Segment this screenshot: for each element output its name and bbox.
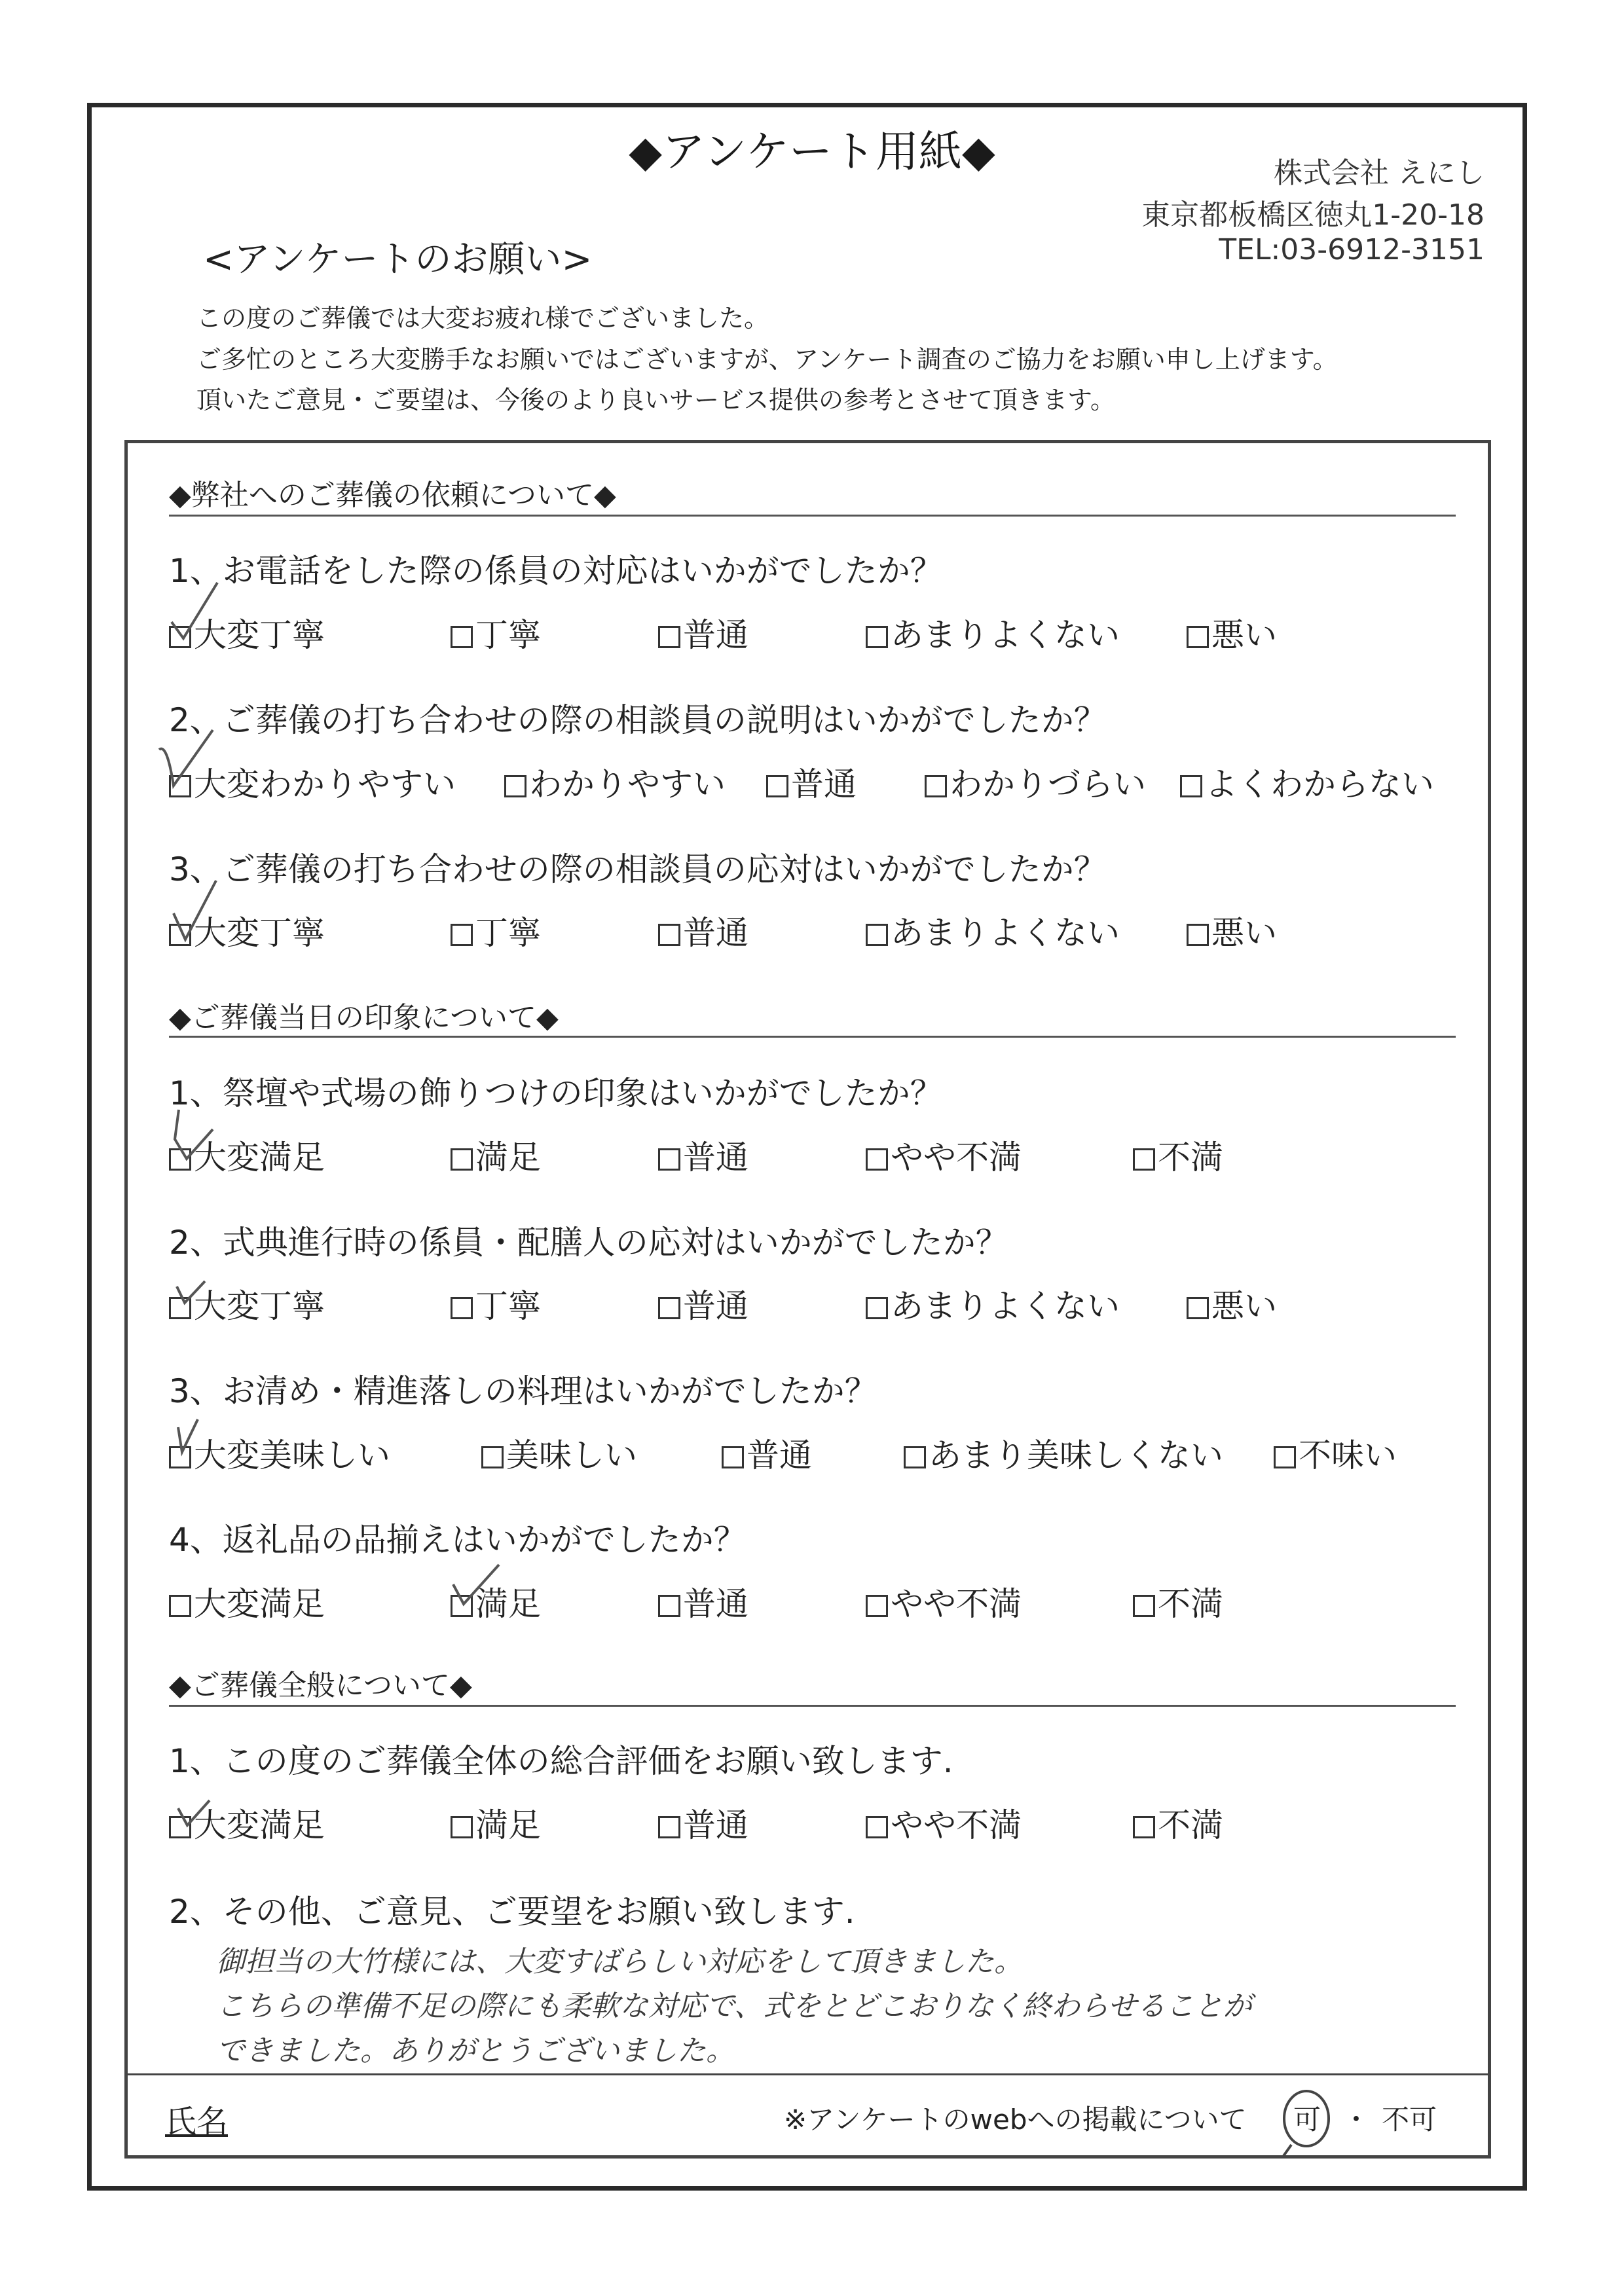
checkbox[interactable] <box>866 626 888 648</box>
intro-heading: <アンケートのお願い> <box>203 238 593 281</box>
question-text: 2、式典進行時の係員・配膳人の応対はいかがでしたか？ <box>169 1224 1008 1262</box>
checkbox[interactable] <box>169 1297 191 1319</box>
checkbox[interactable] <box>658 1297 680 1319</box>
option-s0q0-3[interactable]: あまりよくない <box>866 609 1120 656</box>
checkbox[interactable] <box>169 1446 191 1468</box>
web-deny-option[interactable]: 不可 <box>1382 2104 1437 2136</box>
checkbox[interactable] <box>866 1816 888 1838</box>
option-s1q3-2[interactable]: 普通 <box>658 1578 748 1625</box>
company-name: 株式会社 えにし <box>1274 156 1485 190</box>
checkbox[interactable] <box>169 1148 191 1171</box>
checkbox[interactable] <box>1133 1148 1155 1171</box>
option-s0q2-1[interactable]: 丁寧 <box>451 907 541 954</box>
form-title: ◆アンケート用紙◆ <box>629 126 995 177</box>
checkbox[interactable] <box>1274 1446 1296 1468</box>
section-heading: ◆弊社へのご葬儀の依頼について◆ <box>169 479 616 512</box>
option-s0q2-2[interactable]: 普通 <box>658 907 748 954</box>
footer-divider <box>128 2073 1490 2075</box>
option-s1q2-3[interactable]: あまり美味しくない <box>904 1429 1223 1476</box>
option-s1q2-1[interactable]: 美味しい <box>481 1429 637 1476</box>
checkbox[interactable] <box>866 1148 888 1171</box>
handwritten-comment: できました。ありがとうございました。 <box>216 2034 735 2068</box>
handwritten-comment: 御担当の大竹様には、大変すばらしい対応をして頂きました。 <box>216 1945 1023 1978</box>
option-s1q2-0[interactable]: 大変美味しい <box>169 1429 390 1476</box>
company-tel: TEL:03-6912-3151 <box>1219 233 1485 266</box>
option-s0q2-3[interactable]: あまりよくない <box>866 907 1120 954</box>
section-divider <box>169 515 1456 517</box>
option-s1q2-4[interactable]: 不味い <box>1274 1429 1397 1476</box>
option-s0q2-4[interactable]: 悪い <box>1187 907 1277 954</box>
option-s0q1-3[interactable]: わかりづらい <box>925 758 1146 805</box>
option-s1q0-1[interactable]: 満足 <box>451 1131 541 1178</box>
section-divider <box>169 1705 1456 1707</box>
option-s1q0-4[interactable]: 不満 <box>1133 1131 1223 1178</box>
checkbox[interactable] <box>1180 775 1202 797</box>
checkbox[interactable] <box>169 924 191 946</box>
handwritten-comment: こちらの準備不足の際にも柔軟な対応で、式をとどこおりなく終わらせることが <box>216 1990 1252 2023</box>
option-s2q0-3[interactable]: やや不満 <box>866 1799 1022 1846</box>
checkbox[interactable] <box>658 626 680 648</box>
checkbox[interactable] <box>169 1595 191 1617</box>
question-text: 2、ご葬儀の打ち合わせの際の相談員の説明はいかがでしたか？ <box>169 701 1107 739</box>
question-text: 1、この度のご葬儀全体の総合評価をお願い致します. <box>169 1742 953 1780</box>
option-s1q2-2[interactable]: 普通 <box>722 1429 812 1476</box>
option-s2q0-1[interactable]: 満足 <box>451 1799 541 1846</box>
option-s0q0-0[interactable]: 大変丁寧 <box>169 609 325 656</box>
checkbox[interactable] <box>169 775 191 797</box>
checkbox[interactable] <box>904 1446 926 1468</box>
checkbox[interactable] <box>1133 1816 1155 1838</box>
checkbox[interactable] <box>658 1816 680 1838</box>
option-s1q3-1[interactable]: 満足 <box>451 1578 541 1625</box>
checkbox[interactable] <box>451 1595 473 1617</box>
option-s1q0-0[interactable]: 大変満足 <box>169 1131 325 1178</box>
option-s1q0-2[interactable]: 普通 <box>658 1131 748 1178</box>
option-s2q0-4[interactable]: 不満 <box>1133 1799 1223 1846</box>
checkbox[interactable] <box>169 1816 191 1838</box>
checkbox[interactable] <box>451 626 473 648</box>
option-s1q1-3[interactable]: あまりよくない <box>866 1280 1120 1327</box>
name-label: 氏名 <box>165 2104 229 2140</box>
checkbox[interactable] <box>451 1148 473 1171</box>
option-s2q0-0[interactable]: 大変満足 <box>169 1799 325 1846</box>
checkbox[interactable] <box>1133 1595 1155 1617</box>
option-s0q1-0[interactable]: 大変わかりやすい <box>169 758 456 805</box>
checkbox[interactable] <box>1187 1297 1209 1319</box>
option-s0q2-0[interactable]: 大変丁寧 <box>169 907 325 954</box>
checkbox[interactable] <box>451 1816 473 1838</box>
question-text: 3、ご葬儀の打ち合わせの際の相談員の応対はいかがでしたか？ <box>169 850 1107 888</box>
option-s0q0-4[interactable]: 悪い <box>1187 609 1277 656</box>
option-s1q1-2[interactable]: 普通 <box>658 1280 748 1327</box>
option-s0q0-1[interactable]: 丁寧 <box>451 609 541 656</box>
checkbox[interactable] <box>481 1446 504 1468</box>
checkbox[interactable] <box>866 1595 888 1617</box>
section-heading: ◆ご葬儀全般について◆ <box>169 1669 472 1702</box>
checkbox[interactable] <box>504 775 526 797</box>
intro-line: ご多忙のところ大変勝手なお願いではございますが、アンケート調査のご協力をお願い申し上げます。 <box>196 345 1338 374</box>
section-heading: ◆ご葬儀当日の印象について◆ <box>169 1001 559 1034</box>
option-s0q1-1[interactable]: わかりやすい <box>504 758 726 805</box>
checkbox[interactable] <box>658 1148 680 1171</box>
option-s1q0-3[interactable]: やや不満 <box>866 1131 1022 1178</box>
question-text: 2、その他、ご意見、ご要望をお願い致します. <box>169 1893 855 1931</box>
option-s1q3-0[interactable]: 大変満足 <box>169 1578 325 1625</box>
checkbox[interactable] <box>866 924 888 946</box>
option-s1q1-4[interactable]: 悪い <box>1187 1280 1277 1327</box>
option-s0q1-2[interactable]: 普通 <box>766 758 857 805</box>
checkbox[interactable] <box>451 924 473 946</box>
checkbox[interactable] <box>658 924 680 946</box>
question-text: 4、返礼品の品揃えはいかがでしたか？ <box>169 1521 747 1559</box>
option-s0q1-4[interactable]: よくわからない <box>1180 758 1434 805</box>
question-text: 1、お電話をした際の係員の対応はいかがでしたか？ <box>169 552 943 590</box>
checkbox[interactable] <box>722 1446 744 1468</box>
option-s1q3-4[interactable]: 不満 <box>1133 1578 1223 1625</box>
question-text: 1、祭壇や式場の飾りつけの印象はいかがでしたか？ <box>169 1074 943 1112</box>
intro-line: 頂いたご意見・ご要望は、今後のより良いサービス提供の参考とさせて頂きます。 <box>196 386 1115 414</box>
web-option-separator: ・ <box>1342 2104 1371 2136</box>
option-s0q0-2[interactable]: 普通 <box>658 609 748 656</box>
checkbox[interactable] <box>169 626 191 648</box>
checkbox[interactable] <box>1187 924 1209 946</box>
question-text: 3、お清め・精進落しの料理はいかがでしたか？ <box>169 1372 877 1410</box>
option-s1q3-3[interactable]: やや不満 <box>866 1578 1022 1625</box>
checkbox[interactable] <box>451 1297 473 1319</box>
checkbox[interactable] <box>766 775 788 797</box>
option-s1q1-1[interactable]: 丁寧 <box>451 1280 541 1327</box>
company-address: 東京都板橋区徳丸1-20-18 <box>1141 198 1485 232</box>
section-divider <box>169 1036 1456 1038</box>
checkbox[interactable] <box>866 1297 888 1319</box>
checkbox[interactable] <box>925 775 947 797</box>
option-s1q1-0[interactable]: 大変丁寧 <box>169 1280 325 1327</box>
option-s2q0-2[interactable]: 普通 <box>658 1799 748 1846</box>
checkbox[interactable] <box>658 1595 680 1617</box>
checkbox[interactable] <box>1187 626 1209 648</box>
web-publication-note: ※アンケートのwebへの掲載について <box>784 2104 1247 2136</box>
intro-line: この度のご葬儀では大変お疲れ様でございました。 <box>196 304 769 333</box>
web-permit-option[interactable]: 可 <box>1293 2104 1321 2136</box>
